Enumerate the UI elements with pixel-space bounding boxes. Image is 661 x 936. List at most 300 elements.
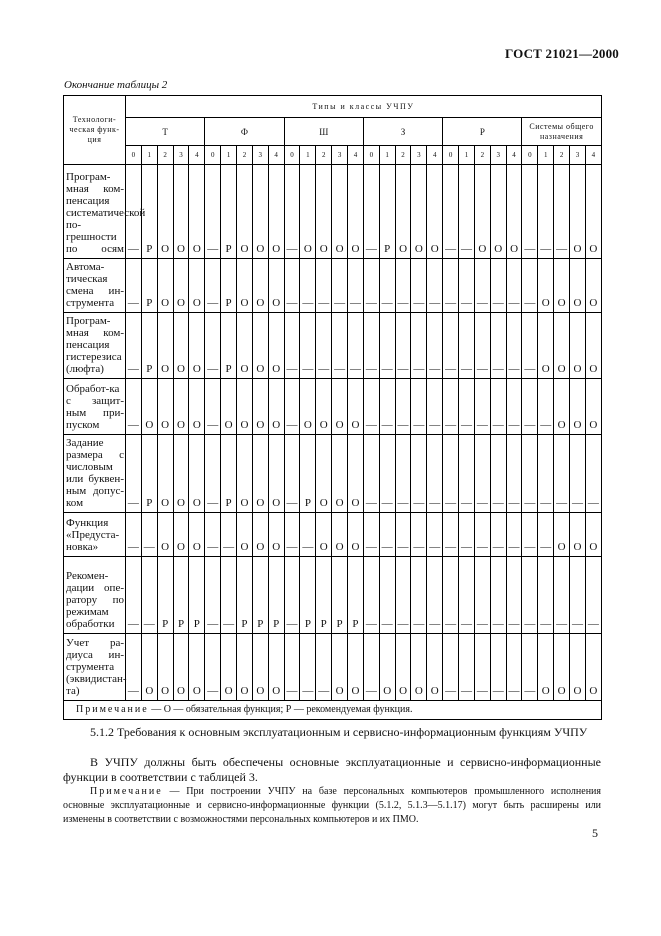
value-cell: О	[141, 379, 157, 435]
value-cell: —	[538, 513, 554, 557]
value-cell: О	[316, 435, 332, 513]
value-cell: —	[459, 513, 475, 557]
group-header: Системы общего назначения	[522, 118, 601, 146]
value-cell: О	[570, 313, 586, 379]
value-cell: О	[268, 165, 284, 259]
table-row	[64, 379, 602, 435]
value-cell: Р	[221, 435, 237, 513]
class-number: 4	[585, 146, 601, 165]
value-cell: О	[237, 259, 253, 313]
value-cell: —	[395, 435, 411, 513]
value-cell: —	[379, 513, 395, 557]
value-cell: —	[411, 435, 427, 513]
value-cell: —	[316, 634, 332, 701]
value-cell: О	[173, 259, 189, 313]
class-number: 0	[284, 146, 300, 165]
value-cell: Р	[141, 259, 157, 313]
value-cell: О	[411, 165, 427, 259]
value-cell: —	[443, 313, 459, 379]
value-cell: —	[284, 557, 300, 634]
value-cell: О	[189, 313, 205, 379]
value-cell: Р	[332, 557, 348, 634]
class-number: 0	[443, 146, 459, 165]
value-cell: О	[427, 165, 443, 259]
value-cell: О	[173, 165, 189, 259]
value-cell: —	[205, 313, 221, 379]
value-cell: —	[221, 557, 237, 634]
value-cell: О	[332, 165, 348, 259]
function-name: Рекомен-дации опе-ратору по режимам обработки	[64, 557, 126, 634]
value-cell: Р	[300, 557, 316, 634]
value-cell: Р	[252, 557, 268, 634]
group-header: Ш	[284, 118, 363, 146]
class-number: 0	[363, 146, 379, 165]
value-cell: О	[554, 379, 570, 435]
value-cell: —	[126, 313, 142, 379]
value-cell: —	[506, 259, 522, 313]
value-cell: О	[252, 513, 268, 557]
value-cell: —	[363, 634, 379, 701]
value-cell: —	[506, 557, 522, 634]
value-cell: О	[268, 313, 284, 379]
value-cell: Р	[221, 313, 237, 379]
class-number: 1	[221, 146, 237, 165]
value-cell: —	[427, 435, 443, 513]
table-note-label: Примечание	[76, 704, 149, 715]
value-cell: О	[268, 259, 284, 313]
section-note-label: Примечание	[90, 786, 163, 797]
page-number: 5	[592, 826, 598, 840]
function-name: Функция «Предуста-новка»	[64, 513, 126, 557]
table-row	[64, 259, 602, 313]
value-cell: —	[205, 513, 221, 557]
value-cell: —	[459, 313, 475, 379]
value-cell: —	[443, 513, 459, 557]
class-number: 4	[348, 146, 364, 165]
value-cell: —	[221, 513, 237, 557]
value-cell: —	[506, 435, 522, 513]
value-cell: —	[411, 379, 427, 435]
value-cell: О	[348, 165, 364, 259]
value-cell: О	[237, 435, 253, 513]
group-header: Т	[126, 118, 205, 146]
value-cell: —	[522, 513, 538, 557]
table-row	[64, 313, 602, 379]
value-cell: Р	[189, 557, 205, 634]
value-cell: —	[554, 435, 570, 513]
class-number: 0	[522, 146, 538, 165]
value-cell: —	[395, 379, 411, 435]
value-cell: —	[126, 435, 142, 513]
value-cell: —	[411, 557, 427, 634]
value-cell: —	[284, 165, 300, 259]
value-cell: О	[252, 165, 268, 259]
value-cell: —	[126, 165, 142, 259]
class-number: 1	[141, 146, 157, 165]
value-cell: —	[459, 165, 475, 259]
table-row	[64, 634, 602, 701]
value-cell: —	[300, 634, 316, 701]
value-cell: —	[126, 259, 142, 313]
value-cell: —	[395, 557, 411, 634]
value-cell: О	[570, 513, 586, 557]
class-number: 3	[490, 146, 506, 165]
value-cell: О	[348, 379, 364, 435]
value-cell: —	[395, 513, 411, 557]
value-cell: —	[490, 557, 506, 634]
table-row	[64, 435, 602, 513]
value-cell: О	[316, 165, 332, 259]
value-cell: —	[522, 165, 538, 259]
class-number: 4	[189, 146, 205, 165]
value-cell: —	[490, 259, 506, 313]
value-cell: О	[570, 379, 586, 435]
value-cell: —	[474, 313, 490, 379]
value-cell: О	[538, 313, 554, 379]
value-cell: О	[157, 435, 173, 513]
value-cell: —	[585, 557, 601, 634]
value-cell: О	[237, 379, 253, 435]
value-cell: —	[284, 513, 300, 557]
value-cell: —	[490, 513, 506, 557]
value-cell: —	[459, 379, 475, 435]
value-cell: О	[189, 259, 205, 313]
section-heading: 5.1.2 Требования к основным эксплуатационным и сервисно-информационным функциям УЧПУ	[90, 725, 588, 739]
value-cell: —	[474, 259, 490, 313]
class-number: 4	[427, 146, 443, 165]
value-cell: О	[252, 435, 268, 513]
function-name: Програм-мная ком-пенсация гистерезиса (люфта)	[64, 313, 126, 379]
class-number: 1	[538, 146, 554, 165]
value-cell: —	[395, 259, 411, 313]
value-cell: —	[554, 557, 570, 634]
value-cell: —	[284, 313, 300, 379]
value-cell: О	[538, 259, 554, 313]
group-header: Ф	[205, 118, 284, 146]
value-cell: —	[459, 634, 475, 701]
value-cell: —	[411, 313, 427, 379]
value-cell: Р	[237, 557, 253, 634]
value-cell: О	[554, 259, 570, 313]
value-cell: —	[538, 165, 554, 259]
value-cell: —	[300, 259, 316, 313]
value-cell: О	[252, 379, 268, 435]
value-cell: —	[379, 259, 395, 313]
class-number: 2	[237, 146, 253, 165]
value-cell: О	[332, 634, 348, 701]
section-paragraph: В УЧПУ должны быть обеспечены основные эксплуатационные и сервисно-информационные функции в соответствии с таблицей 3.	[63, 755, 601, 784]
value-cell: Р	[141, 165, 157, 259]
value-cell: —	[363, 435, 379, 513]
value-cell: О	[585, 513, 601, 557]
section-note-text: — При построении УЧПУ на базе персональных компьютеров промышленного исполнения основные эксплуатационные и сервисно-информационные функции (5.1.2, 5.1.3—5.1.17) могут быть расширены или изменены в соответствии с возможностями персональных компьютеров и их ПМО.	[63, 786, 601, 825]
section-note	[63, 785, 601, 827]
value-cell: —	[522, 435, 538, 513]
value-cell: О	[157, 313, 173, 379]
class-number: 4	[268, 146, 284, 165]
value-cell: О	[173, 634, 189, 701]
value-cell: О	[157, 634, 173, 701]
value-cell: О	[237, 634, 253, 701]
document-code: ГОСТ 21021—2000	[504, 46, 619, 61]
value-cell: Р	[141, 313, 157, 379]
value-cell: О	[252, 313, 268, 379]
value-cell: Р	[141, 435, 157, 513]
class-number: 2	[395, 146, 411, 165]
group-header: З	[363, 118, 442, 146]
function-name: Учет ра-диуса ин-струмента (эквидистан-та)	[64, 634, 126, 701]
function-name: Обработ-ка с защит-ным при-пуском	[64, 379, 126, 435]
value-cell: О	[554, 313, 570, 379]
value-cell: О	[585, 313, 601, 379]
value-cell: О	[427, 634, 443, 701]
value-cell: О	[221, 379, 237, 435]
value-cell: О	[332, 513, 348, 557]
value-cell: —	[427, 557, 443, 634]
value-cell: —	[284, 379, 300, 435]
table-row	[64, 165, 602, 259]
value-cell: О	[268, 634, 284, 701]
value-cell: О	[585, 379, 601, 435]
value-cell: —	[284, 259, 300, 313]
value-cell: О	[585, 259, 601, 313]
value-cell: —	[459, 259, 475, 313]
value-cell: —	[443, 379, 459, 435]
value-cell: —	[205, 634, 221, 701]
value-cell: О	[189, 513, 205, 557]
value-cell: О	[157, 379, 173, 435]
value-cell: —	[363, 165, 379, 259]
value-cell: —	[126, 634, 142, 701]
value-cell: О	[348, 634, 364, 701]
value-cell: —	[126, 513, 142, 557]
functions-table	[63, 95, 602, 720]
value-cell: —	[332, 313, 348, 379]
value-cell: —	[474, 435, 490, 513]
value-cell: —	[522, 313, 538, 379]
value-cell: О	[554, 634, 570, 701]
value-cell: —	[379, 435, 395, 513]
value-cell: О	[348, 513, 364, 557]
value-cell: —	[141, 513, 157, 557]
value-cell: —	[522, 557, 538, 634]
value-cell: —	[522, 379, 538, 435]
value-cell: —	[554, 165, 570, 259]
value-cell: О	[395, 634, 411, 701]
value-cell: О	[173, 379, 189, 435]
class-number: 1	[379, 146, 395, 165]
value-cell: —	[348, 313, 364, 379]
value-cell: О	[332, 379, 348, 435]
value-cell: О	[189, 435, 205, 513]
value-cell: О	[395, 165, 411, 259]
value-cell: —	[506, 634, 522, 701]
class-number: 2	[157, 146, 173, 165]
value-cell: О	[332, 435, 348, 513]
value-cell: О	[300, 379, 316, 435]
value-cell: —	[459, 557, 475, 634]
value-cell: —	[205, 259, 221, 313]
value-cell: О	[379, 634, 395, 701]
value-cell: —	[570, 557, 586, 634]
function-name: Задание размера с числовым или буквен-ным допус-ком	[64, 435, 126, 513]
value-cell: —	[474, 379, 490, 435]
value-cell: —	[363, 313, 379, 379]
class-number: 3	[173, 146, 189, 165]
value-cell: Р	[221, 165, 237, 259]
value-cell: —	[126, 557, 142, 634]
value-cell: —	[506, 379, 522, 435]
function-name: Автома-тическая смена ин-струмента	[64, 259, 126, 313]
value-cell: О	[157, 513, 173, 557]
value-cell: —	[570, 435, 586, 513]
value-cell: —	[379, 557, 395, 634]
value-cell: О	[189, 165, 205, 259]
value-cell: —	[348, 259, 364, 313]
value-cell: —	[443, 634, 459, 701]
value-cell: —	[300, 313, 316, 379]
value-cell: О	[268, 379, 284, 435]
value-cell: —	[411, 259, 427, 313]
class-number: 3	[332, 146, 348, 165]
value-cell: —	[363, 513, 379, 557]
value-cell: —	[490, 379, 506, 435]
value-cell: —	[205, 435, 221, 513]
value-cell: О	[316, 379, 332, 435]
value-cell: —	[538, 435, 554, 513]
value-cell: —	[474, 557, 490, 634]
value-cell: О	[554, 513, 570, 557]
value-cell: О	[570, 165, 586, 259]
value-cell: —	[427, 259, 443, 313]
value-cell: О	[157, 165, 173, 259]
class-number: 4	[506, 146, 522, 165]
value-cell: О	[189, 379, 205, 435]
value-cell: —	[363, 259, 379, 313]
group-header: Р	[443, 118, 522, 146]
value-cell: —	[427, 313, 443, 379]
value-cell: О	[173, 513, 189, 557]
value-cell: —	[459, 435, 475, 513]
value-cell: О	[141, 634, 157, 701]
class-number: 3	[411, 146, 427, 165]
value-cell: —	[443, 259, 459, 313]
value-cell: —	[538, 557, 554, 634]
value-cell: О	[237, 313, 253, 379]
value-cell: —	[522, 634, 538, 701]
value-cell: О	[300, 165, 316, 259]
value-cell: Р	[221, 259, 237, 313]
value-cell: —	[538, 379, 554, 435]
table-note-text: — О — обязательная функция; Р — рекомендуемая функция.	[148, 704, 413, 715]
value-cell: —	[316, 313, 332, 379]
value-cell: О	[474, 165, 490, 259]
value-cell: —	[490, 435, 506, 513]
table-note	[64, 701, 602, 720]
value-cell: —	[284, 634, 300, 701]
table-row	[64, 513, 602, 557]
value-cell: О	[506, 165, 522, 259]
value-cell: Р	[300, 435, 316, 513]
value-cell: —	[332, 259, 348, 313]
value-cell: О	[252, 259, 268, 313]
class-number: 2	[474, 146, 490, 165]
value-cell: —	[205, 557, 221, 634]
value-cell: —	[443, 557, 459, 634]
value-cell: О	[570, 259, 586, 313]
class-number: 0	[126, 146, 142, 165]
value-cell: —	[474, 513, 490, 557]
value-cell: —	[284, 435, 300, 513]
value-cell: Р	[379, 165, 395, 259]
class-number: 2	[316, 146, 332, 165]
value-cell: —	[585, 435, 601, 513]
value-cell: —	[490, 313, 506, 379]
table-caption: Окончание таблицы 2	[64, 79, 168, 91]
value-cell: —	[506, 313, 522, 379]
value-cell: О	[173, 435, 189, 513]
value-cell: О	[221, 634, 237, 701]
value-cell: —	[205, 165, 221, 259]
value-cell: —	[126, 379, 142, 435]
value-cell: О	[189, 634, 205, 701]
value-cell: О	[585, 165, 601, 259]
value-cell: —	[363, 379, 379, 435]
types-header: Типы и классы УЧПУ	[126, 96, 602, 118]
class-number: 1	[300, 146, 316, 165]
value-cell: Р	[348, 557, 364, 634]
class-number: 1	[459, 146, 475, 165]
value-cell: —	[379, 313, 395, 379]
value-cell: —	[395, 313, 411, 379]
value-cell: —	[427, 513, 443, 557]
class-number: 3	[252, 146, 268, 165]
value-cell: О	[268, 513, 284, 557]
value-cell: —	[300, 513, 316, 557]
value-cell: —	[427, 379, 443, 435]
value-cell: —	[443, 435, 459, 513]
value-cell: О	[237, 513, 253, 557]
function-name: Програм-мная ком-пенсация систематической по-грешности по осям	[64, 165, 126, 259]
value-cell: О	[252, 634, 268, 701]
value-cell: О	[316, 513, 332, 557]
class-number: 3	[570, 146, 586, 165]
value-cell: —	[506, 513, 522, 557]
value-cell: —	[141, 557, 157, 634]
value-cell: Р	[316, 557, 332, 634]
value-cell: О	[268, 435, 284, 513]
value-cell: —	[379, 379, 395, 435]
value-cell: О	[585, 634, 601, 701]
value-cell: —	[316, 259, 332, 313]
value-cell: О	[237, 165, 253, 259]
value-cell: —	[363, 557, 379, 634]
value-cell: О	[411, 634, 427, 701]
value-cell: Р	[268, 557, 284, 634]
value-cell: —	[411, 513, 427, 557]
table-row	[64, 557, 602, 634]
column-header-function: Технологи-ческая функ-ция	[64, 96, 126, 165]
value-cell: О	[538, 634, 554, 701]
class-number: 0	[205, 146, 221, 165]
value-cell: —	[205, 379, 221, 435]
class-number: 2	[554, 146, 570, 165]
value-cell: О	[570, 634, 586, 701]
value-cell: О	[348, 435, 364, 513]
value-cell: О	[173, 313, 189, 379]
value-cell: —	[522, 259, 538, 313]
value-cell: —	[474, 634, 490, 701]
